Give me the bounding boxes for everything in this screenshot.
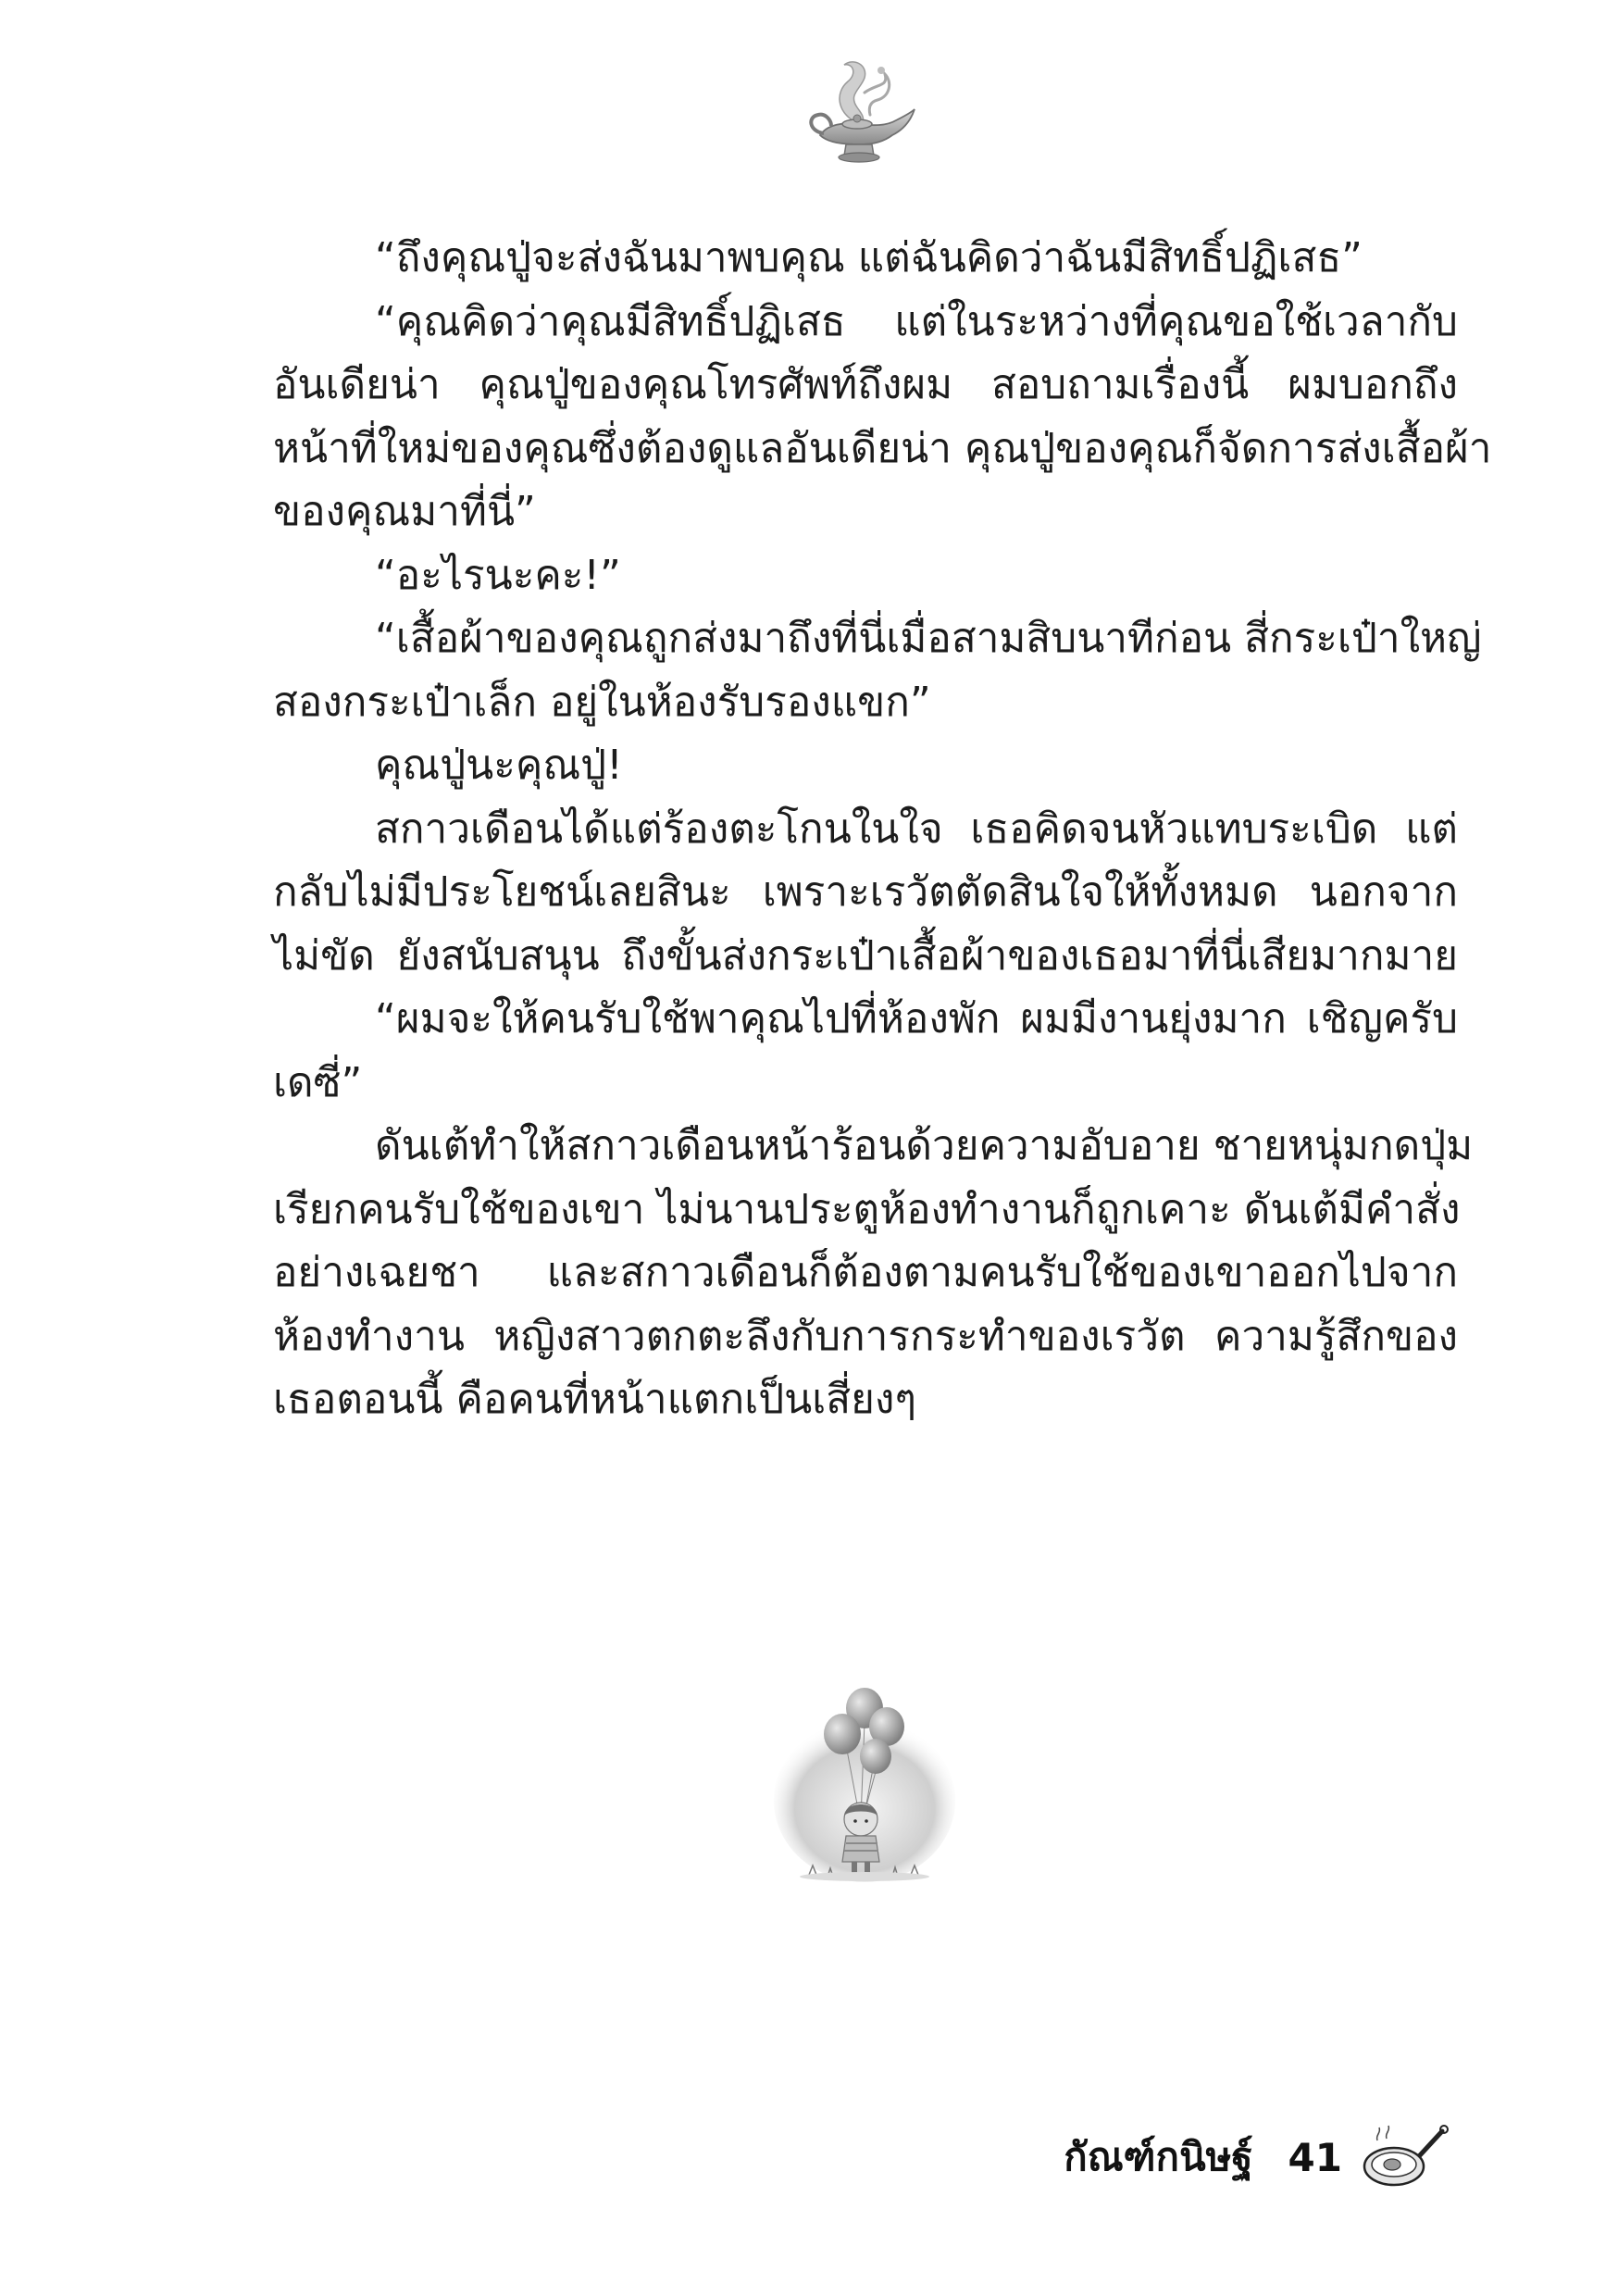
genie-lamp-icon: [800, 56, 920, 176]
text-line: ดันเต้ทำให้สกาวเดือนหน้าร้อนด้วยความอับอาย ชายหนุ่มกดปุ่ม: [375, 1122, 1474, 1169]
text-line: หน้าที่ใหม่ของคุณซึ่งต้องดูแลอันเดียน่า คุณปู่ของคุณก็จัดการส่งเสื้อผ้า: [273, 424, 1492, 472]
text-line: “คุณคิดว่าคุณมีสิทธิ์ปฏิเสธ แต่ในระหว่างที่คุณขอใช้เวลากับ: [375, 297, 1458, 345]
text-line: กลับไม่มีประโยชน์เลยสินะ เพราะเรวัตตัดสินใจให้ทั้งหมด นอกจาก: [273, 868, 1458, 916]
girl-with-balloons-illustration: [772, 1680, 957, 1884]
text-line: สกาวเดือนได้แต่ร้องตะโกนในใจ เธอคิดจนหัวแทบระเบิด แต่: [375, 805, 1458, 853]
text-line: ไม่ขัด ยังสนับสนุน ถึงขั้นส่งกระเป๋าเสื้อผ้าของเธอมาที่นี่เสียมากมาย: [273, 931, 1458, 980]
story-text: [273, 227, 1492, 1432]
text-line: คุณปู่นะคุณปู่!: [375, 742, 623, 789]
text-line: อย่างเฉยชา และสกาวเดือนก็ต้องตามคนรับใช้ของเขาออกไปจาก: [273, 1249, 1458, 1296]
page-footer: [1064, 2120, 1451, 2194]
text-line: ของคุณมาที่นี่”: [273, 488, 536, 535]
text-line: สองกระเป๋าเล็ก อยู่ในห้องรับรองแขก”: [273, 678, 931, 726]
text-line: เธอตอนนี้ คือคนที่หน้าแตกเป็นเสี่ยงๆ: [273, 1376, 917, 1423]
text-line: อันเดียน่า คุณปู่ของคุณโทรศัพท์ถึงผม สอบถามเรื่องนี้ ผมบอกถึง: [273, 361, 1458, 408]
book-title: กัณฑ์กนิษฐ์: [1064, 2134, 1253, 2179]
text-line: เดซี่”: [273, 1058, 363, 1106]
text-line: “อะไรนะคะ!”: [375, 551, 621, 599]
text-line: “ผมจะให้คนรับใช้พาคุณไปที่ห้องพัก ผมมีงานยุ่งมาก เชิญครับ: [375, 995, 1458, 1042]
text-line: “ถึงคุณปู่จะส่งฉันมาพบคุณ แต่ฉันคิดว่าฉันมีสิทธิ์ปฏิเสธ”: [375, 234, 1363, 281]
page-number: 41: [1288, 2134, 1342, 2180]
text-line: ห้องทำงาน หญิงสาวตกตะลึงกับการกระทำของเรวัต ความรู้สึกของ: [273, 1312, 1458, 1360]
text-line: เรียกคนรับใช้ของเขา ไม่นานประตูห้องทำงานก็ถูกเคาะ ดันเต้มีคำสั่ง: [273, 1185, 1461, 1233]
text-line: “เสื้อผ้าของคุณถูกส่งมาถึงที่นี่เมื่อสามสิบนาทีก่อน สี่กระเป๋าใหญ่: [375, 615, 1482, 662]
frying-pan-icon: [1359, 2120, 1451, 2194]
